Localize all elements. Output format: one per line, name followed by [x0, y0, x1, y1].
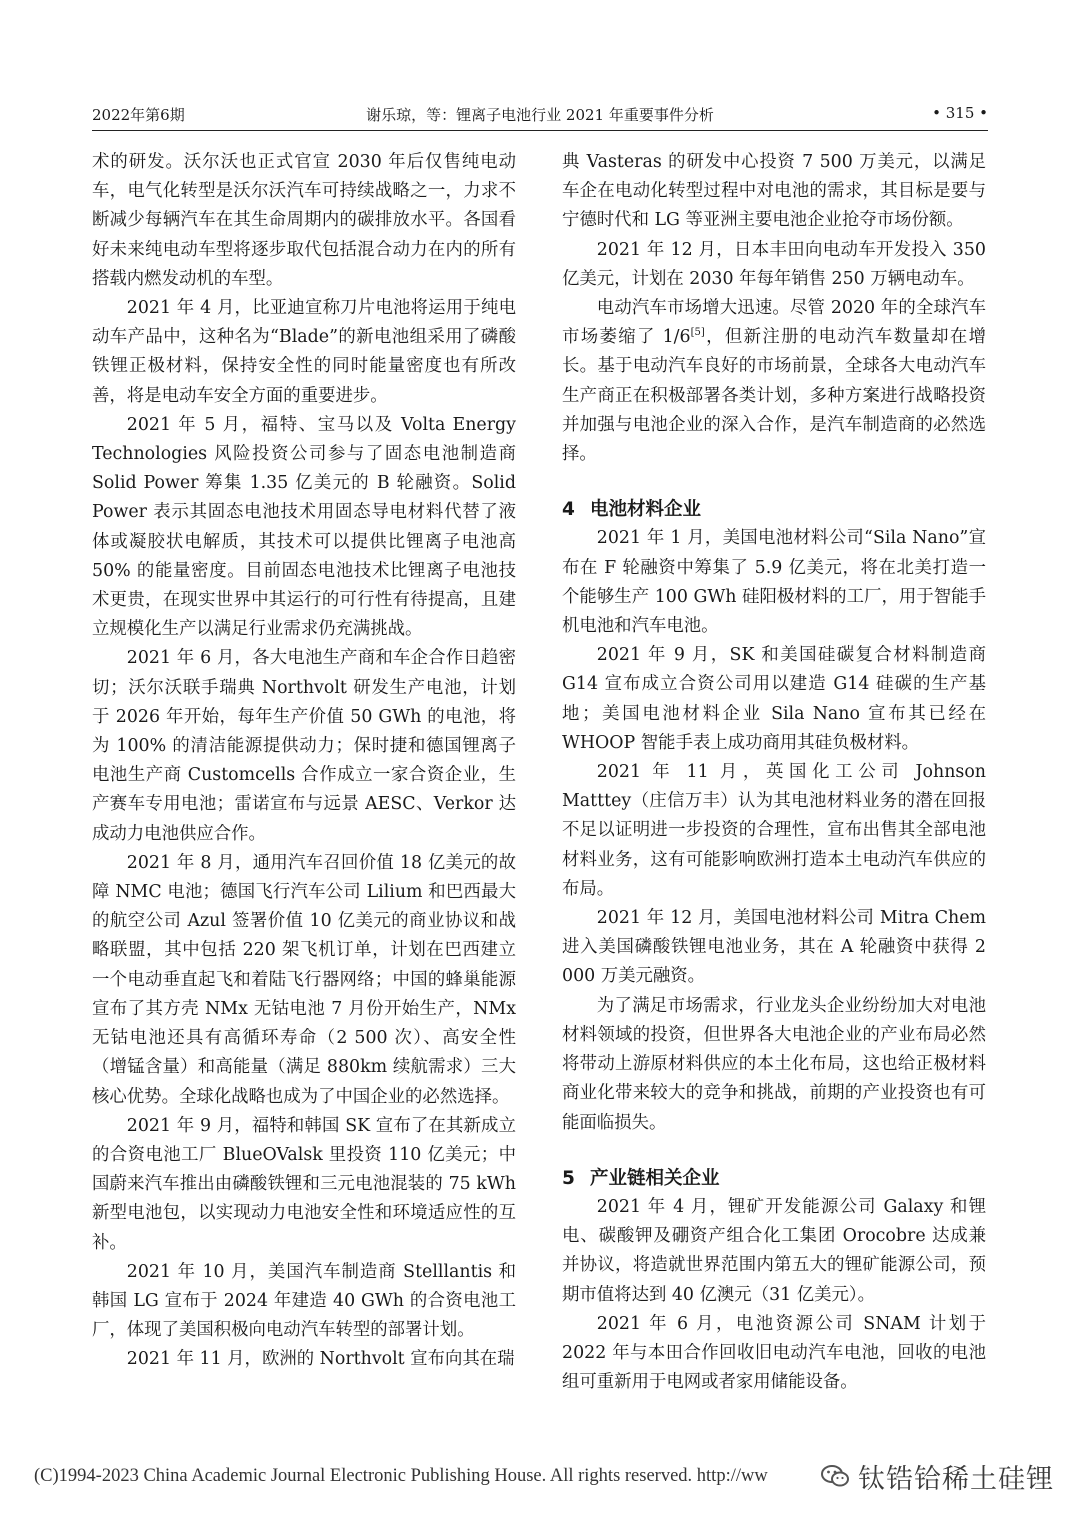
paragraph: 2021 年 4 月，锂矿开发能源公司 Galaxy 和锂电、碳酸钾及硼资产组合化工集团 Orocobre 达成兼并协议，将造就世界范围内第五大的锂矿能源公司，预期市值将达到 40 亿澳元（31 亿美元）。	[562, 1196, 986, 1305]
right-column	[562, 148, 986, 1397]
section-5-heading: 5 产业链相关企业	[562, 1167, 720, 1189]
paragraph: 2021 年 10 月，美国汽车制造商 Stelllantis 和韩国 LG 宣布于 2024 年建造 40 GWh 的合资电池工厂，体现了美国积极向电动汽车转型的部署计划。	[92, 1261, 516, 1341]
page-number: • 315 •	[932, 104, 988, 122]
wechat-watermark	[820, 1454, 1054, 1498]
section-4-heading: 4 电池材料企业	[562, 499, 702, 521]
left-column	[92, 148, 516, 1375]
article-running-title: 谢乐琼，等：锂离子电池行业 2021 年重要事件分析	[366, 106, 714, 124]
wechat-icon	[820, 1463, 850, 1489]
paragraph: 典 Vasteras 的研发中心投资 7 500 万美元，以满足车企在电动化转型过程中对电池的需求，其目标是要与宁德时代和 LG 等亚洲主要电池企业抢夺市场份额。	[562, 152, 986, 231]
watermark-text: 钛锆铪稀土硅锂	[858, 1463, 1054, 1495]
paragraph: 为了满足市场需求，行业龙头企业纷纷加大对电池材料领域的投资，但世界各大电池企业的产业布局必然将带动上游原材料供应的本土化布局，这也给正极材料商业化带来较大的竞争和挑战，前期的产业投资也有可能面临损失。	[562, 995, 986, 1133]
paragraph: 2021 年 1 月，美国电池材料公司“Sila Nano”宣布在 F 轮融资中筹集了 5.9 亿美元，将在北美打造一个能够生产 100 GWh 硅阳极材料的工厂，用于智能手机电池和汽车电池。	[562, 528, 986, 637]
paragraph: 2021 年 4 月，比亚迪宣称刀片电池将运用于纯电动车产品中，这种名为“Blade”的新电池组采用了磷酸铁锂正极材料，保持安全性的同时能量密度也有所改善，将是电动车安全方面的重要进步。	[92, 298, 516, 406]
paragraph: 2021 年 11 月，英国化工公司 Johnson Matttey（庄信万丰）认为其电池材料业务的潜在回报不足以证明进一步投资的合理性，宣布出售其全部电池材料业务，这有可能影响欧洲打造本土电动汽车供应的布局。	[562, 762, 986, 899]
paragraph: 2021 年 12 月，日本丰田向电动车开发投入 350 亿美元，计划在 2030 年每年销售 250 万辆电动车。	[562, 239, 986, 289]
paragraph: 2021 年 6 月，电池资源公司 SNAM 计划于 2022 年与本田合作回收旧电动汽车电池，回收的电池组可重新用于电网或者家用储能设备。	[562, 1313, 986, 1393]
journal-issue: 2022年第6期	[92, 106, 185, 124]
running-header	[92, 104, 988, 131]
market-paragraph: 电动汽车市场增大迅速。尽管 2020 年的全球汽车市场萎缩了 1/6[5]，但新注册的电动汽车数量却在增长。基于电动汽车良好的市场前景，全球各大电动汽车生产商正在积极部署各类计划，多种方案进行战略投资并加强与电池企业的深入合作，是汽车制造商的必然选择。	[562, 298, 986, 465]
paragraph: 2021 年 6 月，各大电池生产商和车企合作日趋密切；沃尔沃联手瑞典 Northvolt 研发生产电池，计划于 2026 年开始，每年生产价值 50 GWh 的电池，将为 100% 的清洁能源提供动力；保时捷和德国锂离子电池生产商 Customcells 合作成立一家合资企业，生产赛车专用电池；雷诺宣布与远景 AESC、Verkor 达成动力电池供应合作。	[92, 648, 516, 844]
paragraph: 2021 年 8 月，通用汽车召回价值 18 亿美元的故障 NMC 电池；德国飞行汽车公司 Lilium 和巴西最大的航空公司 Azul 签署价值 10 亿美元的商业协议和战略联盟，其中包括 220 架飞机订单，计划在巴西建立一个电动垂直起飞和着陆飞行器网络；中国的蜂巢能源宣布了其方壳 NMx 无钴电池 7 月份开始生产，NMx 无钴电池还具有高循环寿命（2 500 次）、高安全性（增锰含量）和高能量（满足 880km 续航需求）三大核心优势。全球化战略也成为了中国企业的必然选择。	[92, 852, 516, 1107]
copyright-footer: (C)1994-2023 China Academic Journal Electronic Publishing House. All rights reserved. http://ww	[34, 1466, 768, 1486]
citation[interactable]: [5]	[690, 327, 705, 339]
paragraph: 术的研发。沃尔沃也正式官宣 2030 年后仅售纯电动车，电气化转型是沃尔沃汽车可持续战略之一，力求不断减少每辆汽车在其生命周期内的碳排放水平。各国看好未来纯电动车型将逐步取代包括混合动力在内的所有搭载内燃发动机的车型。	[92, 152, 516, 289]
paragraph: 2021 年 5 月，福特、宝马以及 Volta Energy Technologies 风险投资公司参与了固态电池制造商 Solid Power 筹集 1.35 亿美元的 B 轮融资。Solid Power 表示其固态电池技术用固态导电材料代替了液体或凝胶状电解质，其技术可以提供比锂离子电池高 50% 的能量密度。目前固态电池技术比锂离子电池技术更贵，在现实世界中其运行的可行性有待提高，且建立规模化生产以满足行业需求仍充满挑战。	[92, 414, 516, 640]
paragraph: 2021 年 12 月，美国电池材料公司 Mitra Chem 进入美国磷酸铁锂电池业务，其在 A 轮融资中获得 2 000 万美元融资。	[562, 908, 986, 987]
paragraph: 2021 年 9 月，SK 和美国硅碳复合材料制造商 G14 宣布成立合资公司用以建造 G14 硅碳的生产基地；美国电池材料企业 Sila Nano 宣布其已经在 WHOOP 智能手表上成功商用其硅负极材料。	[562, 645, 986, 753]
paragraph: 2021 年 9 月，福特和韩国 SK 宣布了在其新成立的合资电池工厂 BlueOValsk 里投资 110 亿美元；中国蔚来汽车推出由磷酸铁锂和三元电池混装的 75 kWh 新型电池包，以实现动力电池安全性和环境适应性的互补。	[92, 1115, 516, 1253]
paragraph: 2021 年 11 月，欧洲的 Northvolt 宣布向其在瑞	[126, 1349, 515, 1370]
